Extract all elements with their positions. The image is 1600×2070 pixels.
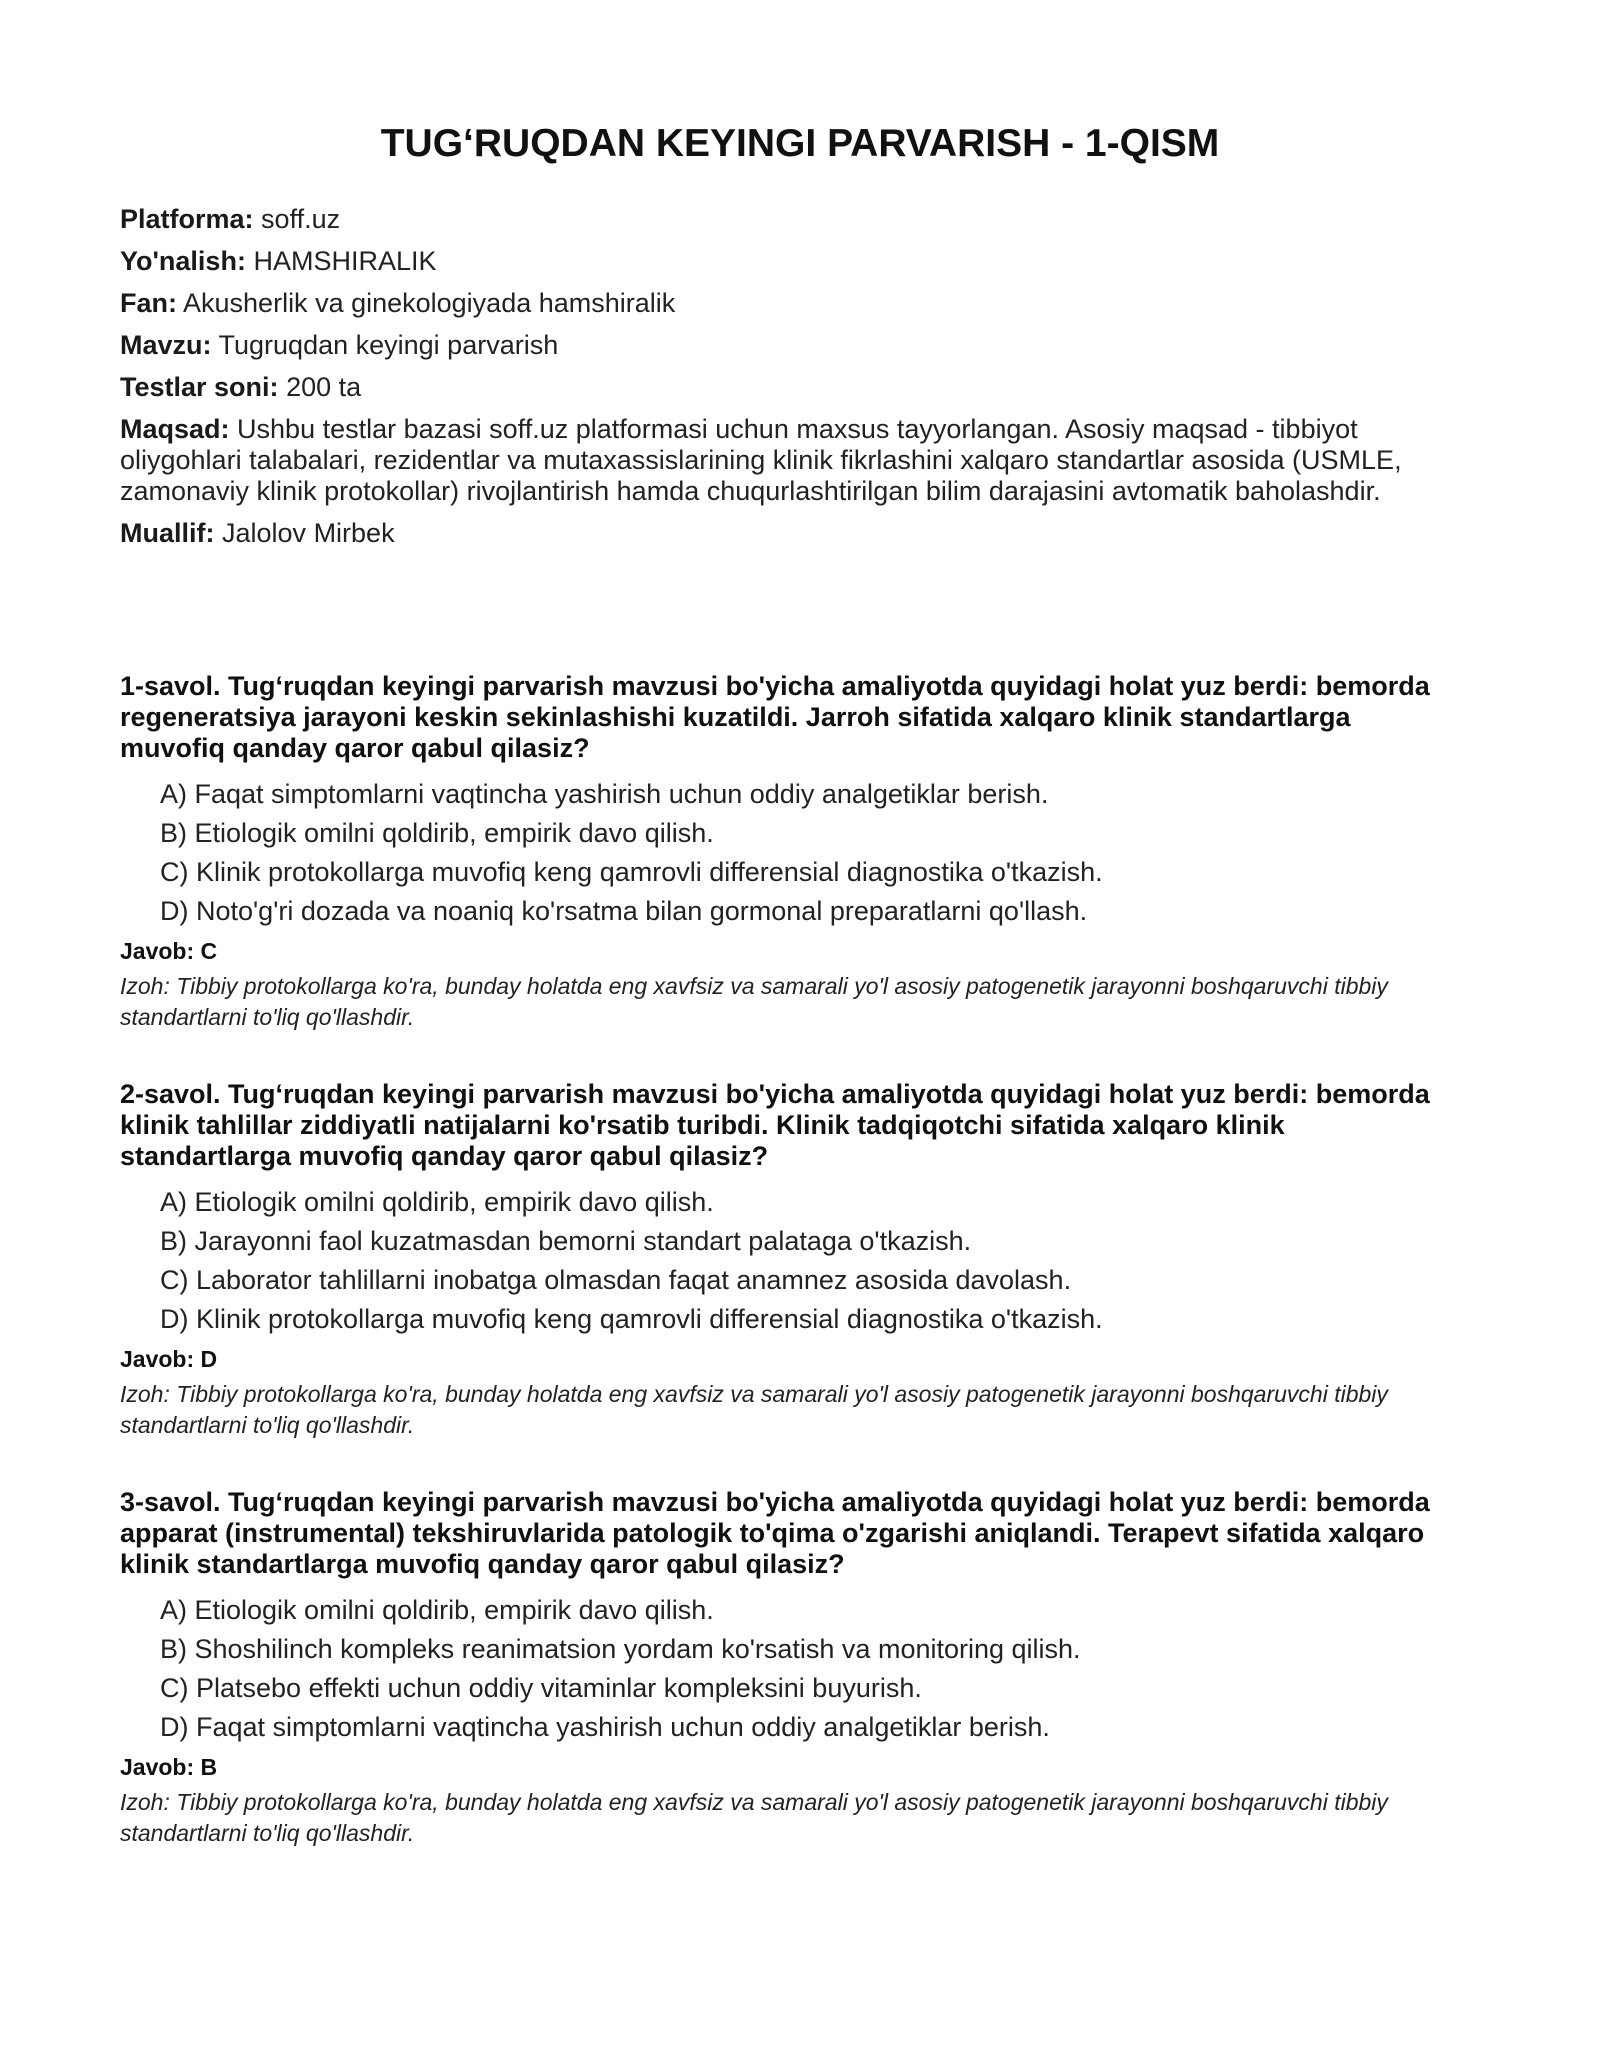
question-item bbox=[120, 671, 1450, 1079]
answer-option: C) Platsebo effekti uchun oddiy vitaminlar kompleksini buyurish. bbox=[160, 1673, 922, 1703]
document-metadata bbox=[120, 204, 1450, 560]
meta-key: Testlar soni: bbox=[120, 372, 279, 402]
meta-key: Yo'nalish: bbox=[120, 246, 246, 276]
answer-explanation: Izoh: Tibbiy protokollarga ko'ra, bunday holatda eng xavfsiz va samarali yo'l asosiy patogenetik jarayonni boshqaruvchi tibbiy standartlarni to'liq qo'llashdir. bbox=[120, 973, 1388, 1030]
answer-option: D) Noto'g'ri dozada va noaniq ko'rsatma bilan gormonal preparatlarni qo'llash. bbox=[160, 896, 1088, 926]
meta-goal bbox=[120, 414, 1450, 507]
answer-options bbox=[160, 1595, 1450, 1743]
questions-list bbox=[120, 671, 1450, 1895]
question-item bbox=[120, 1487, 1450, 1895]
answer-option: D) Klinik protokollarga muvofiq keng qamrovli differensial diagnostika o'tkazish. bbox=[160, 1304, 1103, 1334]
meta-value: Ushbu testlar bazasi soff.uz platformasi uchun maxsus tayyorlangan. Asosiy maqsad - tibbiyot oliygohlari talabalari, rezidentlar va mutaxassislarining klinik fikrlashini xalqaro standartlar asosida (USMLE, zamonaviy klinik protokollar) rivojlantirish hamda chuqurlashtirilgan bilim darajasini avtomatik baholashdir. bbox=[120, 414, 1402, 506]
answer-explanation: Izoh: Tibbiy protokollarga ko'ra, bunday holatda eng xavfsiz va samarali yo'l asosiy patogenetik jarayonni boshqaruvchi tibbiy standartlarni to'liq qo'llashdir. bbox=[120, 1381, 1388, 1438]
correct-answer: Javob: C bbox=[120, 938, 218, 964]
answer-option: A) Etiologik omilni qoldirib, empirik davo qilish. bbox=[160, 1595, 714, 1625]
meta-value: Jalolov Mirbek bbox=[222, 518, 395, 548]
meta-key: Platforma: bbox=[120, 204, 254, 234]
answer-options bbox=[160, 1187, 1450, 1335]
meta-key: Maqsad: bbox=[120, 414, 230, 444]
meta-topic bbox=[120, 330, 1450, 361]
correct-answer: Javob: B bbox=[120, 1754, 218, 1780]
meta-key: Muallif: bbox=[120, 518, 215, 548]
meta-platform bbox=[120, 204, 1450, 235]
page-title: TUG‘RUQDAN KEYINGI PARVARISH - 1-QISM bbox=[380, 122, 1220, 165]
meta-value: HAMSHIRALIK bbox=[253, 246, 437, 276]
answer-explanation: Izoh: Tibbiy protokollarga ko'ra, bunday holatda eng xavfsiz va samarali yo'l asosiy patogenetik jarayonni boshqaruvchi tibbiy standartlarni to'liq qo'llashdir. bbox=[120, 1789, 1388, 1846]
meta-direction bbox=[120, 246, 1450, 277]
answer-option: C) Laborator tahlillarni inobatga olmasdan faqat anamnez asosida davolash. bbox=[160, 1265, 1072, 1295]
answer-option: B) Jarayonni faol kuzatmasdan bemorni standart palataga o'tkazish. bbox=[160, 1226, 972, 1256]
correct-answer: Javob: D bbox=[120, 1346, 218, 1372]
meta-subject bbox=[120, 288, 1450, 319]
answer-option: C) Klinik protokollarga muvofiq keng qamrovli differensial diagnostika o'tkazish. bbox=[160, 857, 1103, 887]
answer-options bbox=[160, 779, 1450, 927]
meta-key: Fan: bbox=[120, 288, 177, 318]
answer-option: A) Etiologik omilni qoldirib, empirik davo qilish. bbox=[160, 1187, 714, 1217]
meta-value: Akusherlik va ginekologiyada hamshiralik bbox=[183, 288, 676, 318]
question-text: 3-savol. Tug‘ruqdan keyingi parvarish mavzusi bo'yicha amaliyotda quyidagi holat yuz berdi: bemorda apparat (instrumental) tekshiruvlarida patologik to'qima o'zgarishi aniqlandi. Terapevt sifatida xalqaro klinik standartlarga muvofiq qanday qaror qabul qilasiz? bbox=[120, 1487, 1430, 1579]
answer-option: B) Etiologik omilni qoldirib, empirik davo qilish. bbox=[160, 818, 714, 848]
answer-option: B) Shoshilinch kompleks reanimatsion yordam ko'rsatish va monitoring qilish. bbox=[160, 1634, 1081, 1664]
answer-option: D) Faqat simptomlarni vaqtincha yashirish uchun oddiy analgetiklar berish. bbox=[160, 1712, 1050, 1742]
meta-value: Tugruqdan keyingi parvarish bbox=[218, 330, 559, 360]
question-text: 1-savol. Tug‘ruqdan keyingi parvarish mavzusi bo'yicha amaliyotda quyidagi holat yuz berdi: bemorda regeneratsiya jarayoni keskin sekinlashishi kuzatildi. Jarroh sifatida xalqaro klinik standartlarga muvofiq qanday qaror qabul qilasiz? bbox=[120, 671, 1430, 763]
answer-option: A) Faqat simptomlarni vaqtincha yashirish uchun oddiy analgetiklar berish. bbox=[160, 779, 1049, 809]
meta-test-count bbox=[120, 372, 1450, 403]
meta-value: soff.uz bbox=[261, 204, 341, 234]
question-item bbox=[120, 1079, 1450, 1487]
meta-value: 200 ta bbox=[286, 372, 362, 402]
meta-author bbox=[120, 518, 1450, 549]
meta-key: Mavzu: bbox=[120, 330, 212, 360]
question-text: 2-savol. Tug‘ruqdan keyingi parvarish mavzusi bo'yicha amaliyotda quyidagi holat yuz berdi: bemorda klinik tahlillar ziddiyatli natijalarni ko'rsatib turibdi. Klinik tadqiqotchi sifatida xalqaro klinik standartlarga muvofiq qanday qaror qabul qilasiz? bbox=[120, 1079, 1430, 1171]
